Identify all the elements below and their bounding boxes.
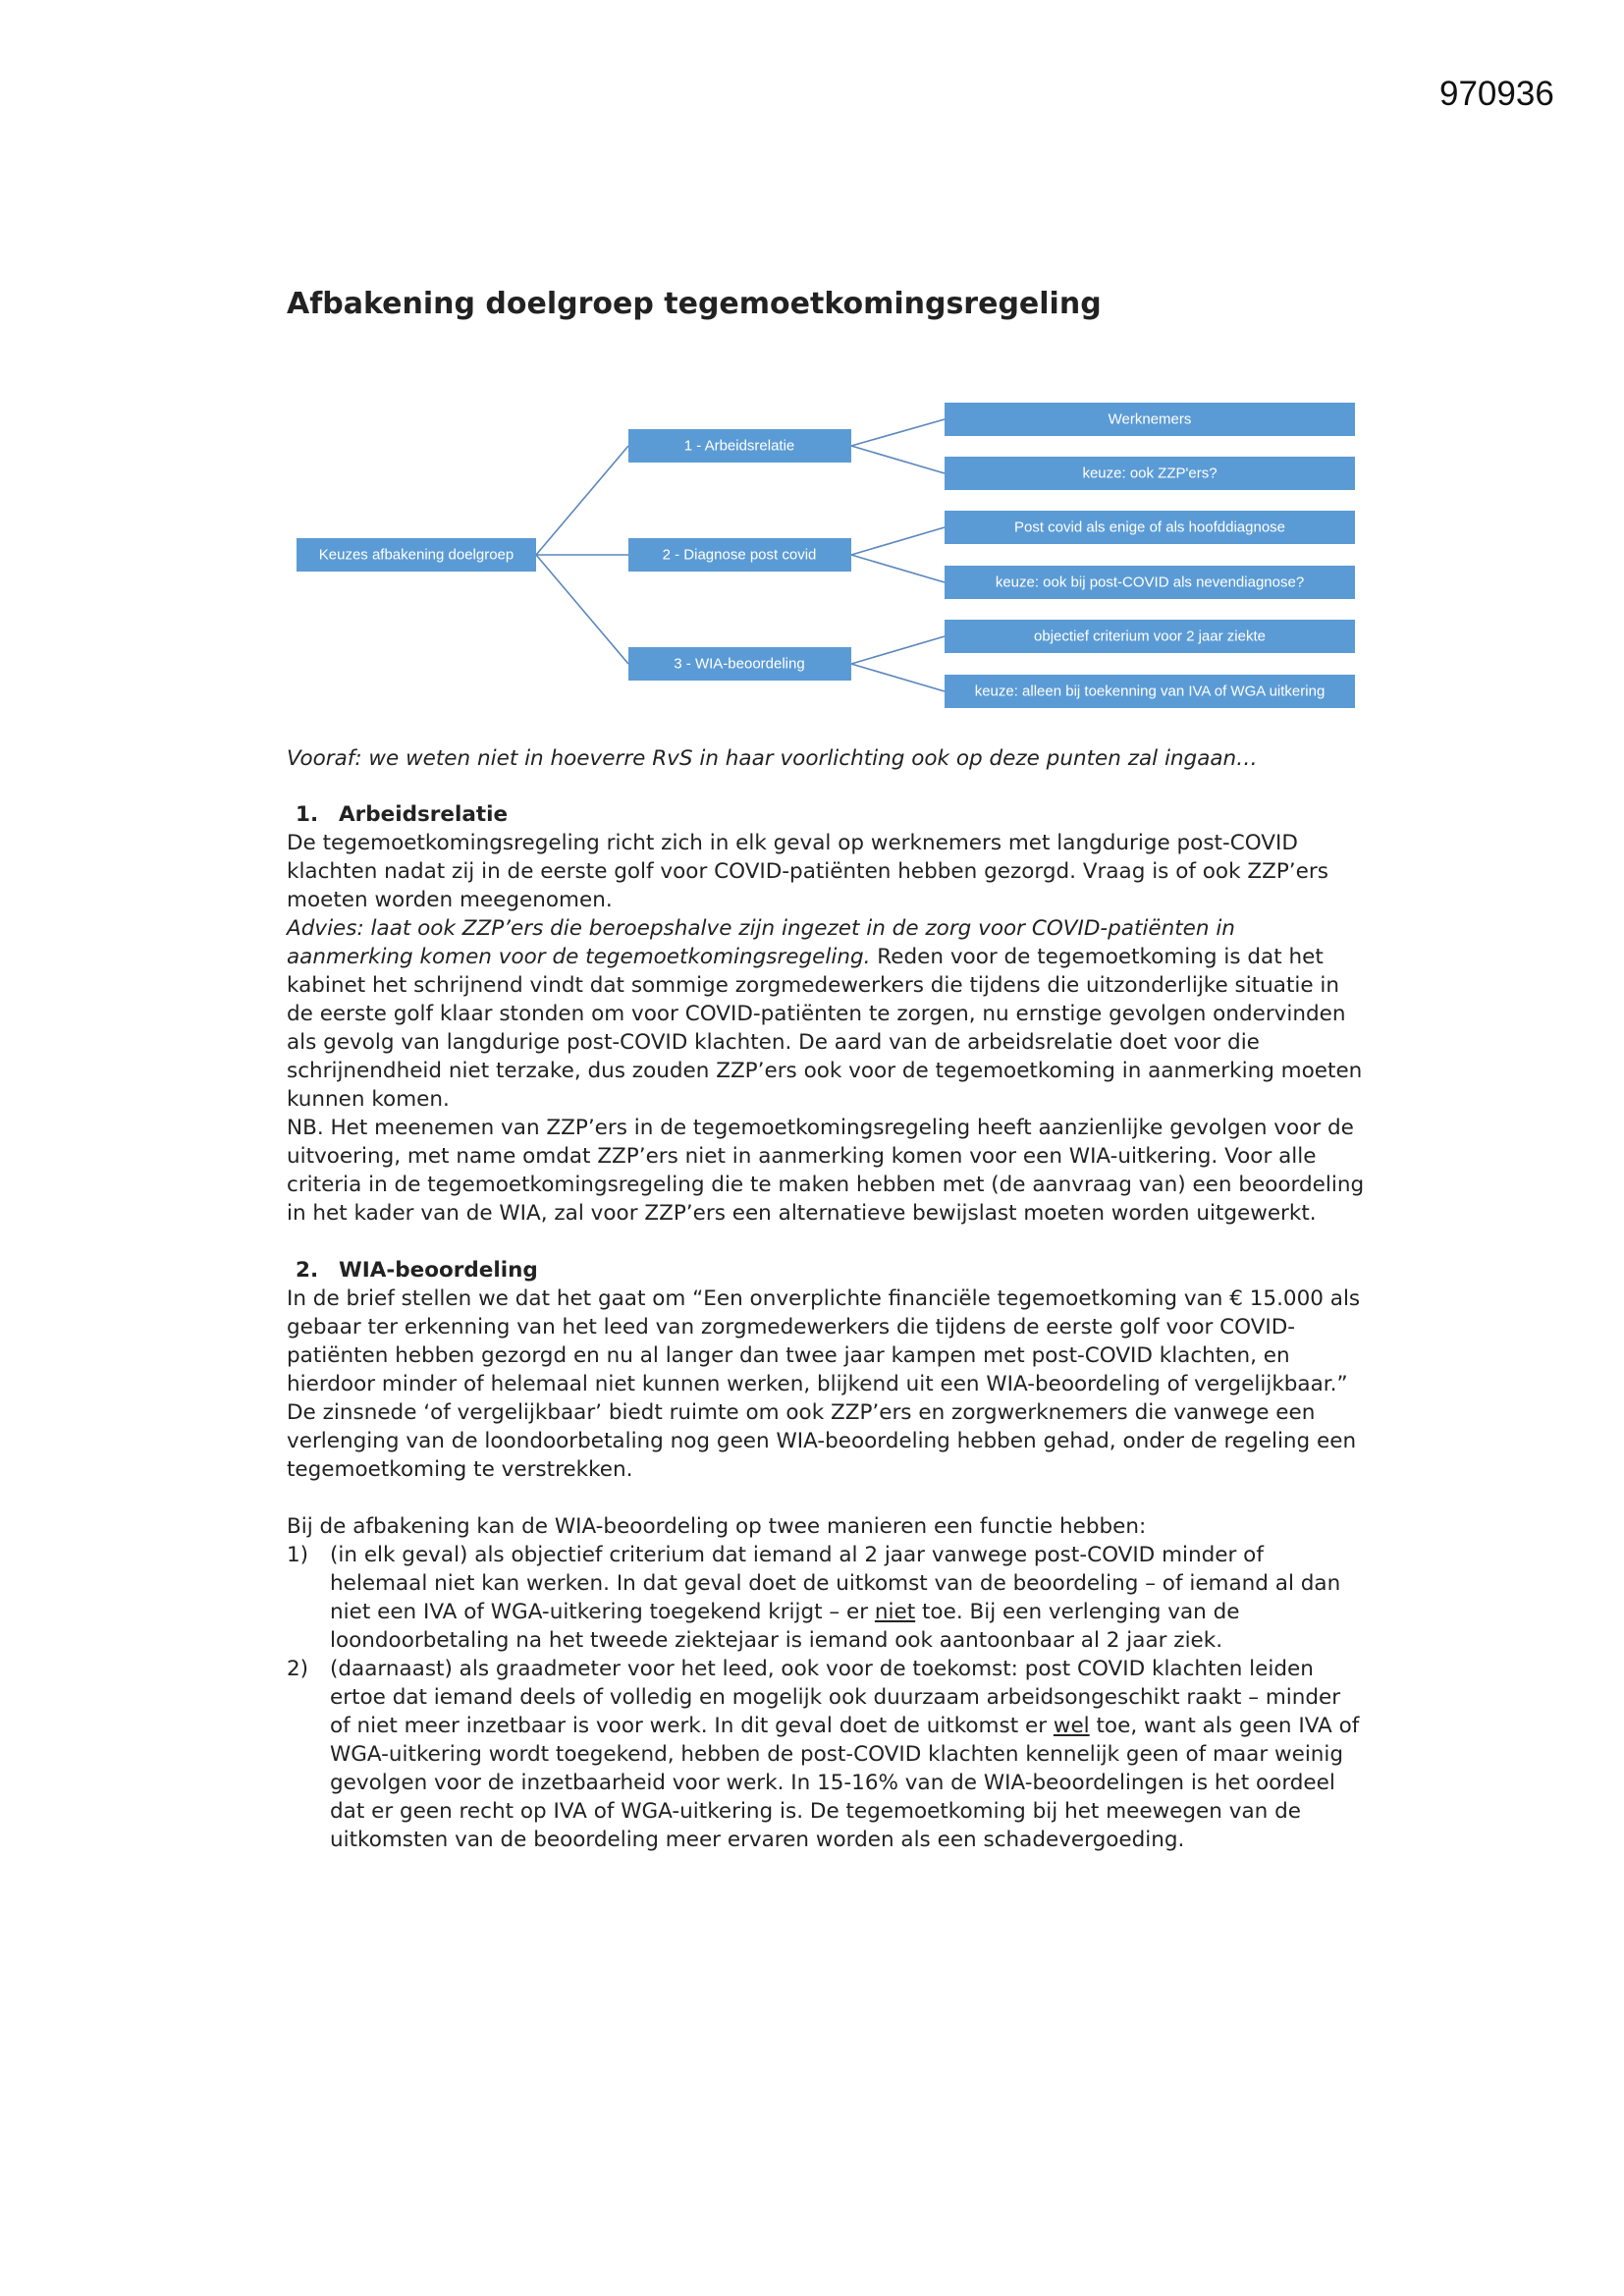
document-number: 970936 [1439, 75, 1554, 113]
edge-branch-3-leaf-2 [851, 664, 945, 691]
intro-note: Vooraf: we weten niet in hoeverre RvS in haar voorlichting ook op deze punten zal ingaan… [287, 746, 1258, 771]
diagram-leaf-2-1 [945, 511, 1355, 544]
item-text-end: toe, want als geen IVA of WGA-uitkering wordt toegekend, hebben de post-COVID klachten kennelijk geen of maar weinig gevolgen voor de inzetbaarheid voor werk. In 15-16% van de WIA-beoordelingen is het oordeel dat er geen recht op IVA of WGA-uitkering is. De tegemoetkoming bij het meewegen van de uitkomsten van de beoordeling meer ervaren worden als een schadevergoeding. [330, 1714, 1360, 1852]
diagram-leaf-label: keuze: ook bij post-COVID als nevendiagnose? [995, 574, 1305, 591]
list-item [287, 1655, 1367, 1854]
diagram-leaf-2-2 [945, 566, 1355, 599]
list-marker: 1) [287, 1543, 309, 1567]
section-2-paragraph-1: In de brief stellen we dat het gaat om “Een onverplichte financiële tegemoetkoming van € 15.000 als gebaar ter erkenning van het leed van zorgmedewerkers die tijdens de eerste golf voor COVID-patiënten hebben gezorgd en nu al langer dan twee jaar kampen met post-COVID klachten, en hierdoor minder of helemaal niet kunnen werken, blijkend uit een WIA-beoordeling of vergelijkbaar.” De zinsnede ‘of vergelijkbaar’ biedt ruimte om ook ZZP’ers en zorgwerknemers die vanwege een verlenging van de loondoorbetaling nog geen WIA-beoordeling hebben gehad, onder de regeling een tegemoetkoming te verstrekken. [287, 1286, 1361, 1482]
diagram-root-node [297, 538, 536, 572]
diagram-leaf-3-2 [945, 675, 1355, 708]
edge-branch-1-leaf-1 [851, 419, 945, 446]
diagram-leaf-label: keuze: alleen bij toekenning van IVA of WGA uitkering [974, 683, 1326, 700]
diagram-leaf-label: Post covid als enige of als hoofddiagnose [1013, 519, 1286, 536]
section-title: Arbeidsrelatie [339, 802, 509, 827]
diagram-branch-label: 2 - Diagnose post covid [662, 546, 817, 564]
list-item [287, 1541, 1367, 1655]
item-text: (in elk geval) als objectief criterium dat iemand al 2 jaar vanwege post-COVID minder of helemaal niet kan werken. In dat geval doet de uitkomst van de beoordeling – of iemand al dan niet een IVA of WGA-uitkering toegekend krijgt – er [330, 1543, 1341, 1624]
diagram-branch-3 [628, 647, 851, 681]
item-underlined: niet [874, 1600, 916, 1624]
edge-branch-3-leaf-1 [851, 636, 945, 664]
edge-root-branch-3 [536, 555, 628, 664]
document-body [287, 744, 1367, 1854]
diagram-leaf-label: keuze: ook ZZP'ers? [1082, 465, 1218, 482]
section-1-advice [287, 914, 1367, 1114]
section-2-paragraph-2: Bij de afbakening kan de WIA-beoordeling op twee manieren een functie hebben: [287, 1514, 1147, 1539]
item-underlined: wel [1053, 1714, 1090, 1738]
section-2-heading [287, 1256, 1367, 1285]
diagram-leaf-1-2 [945, 457, 1355, 490]
item-text: (daarnaast) als graadmeter voor het leed, ook voor de toekomst: post COVID klachten leiden ertoe dat iemand deels of volledig en mogelijk ook duurzaam arbeidsongeschikt raakt – minder of niet meer inzetbaar is voor werk. In dit geval doet de uitkomst er [330, 1657, 1341, 1738]
section-1-heading [287, 800, 1367, 829]
section-1-nb: NB. Het meenemen van ZZP’ers in de tegemoetkomingsregeling heeft aanzienlijke gevolgen voor de uitvoering, met name omdat ZZP’ers niet in aanmerking komen voor een WIA-uitkering. Voor alle criteria in de tegemoetkomingsregeling die te maken hebben met (de aanvraag van) een beoordeling in het kader van de WIA, zal voor ZZP’ers een alternatieve bewijslast moeten worden uitgewerkt. [287, 1116, 1365, 1226]
diagram-branch-label: 3 - WIA-beoordeling [674, 655, 805, 673]
doelgroep-diagram [0, 0, 1624, 746]
diagram-leaf-3-1 [945, 620, 1355, 653]
diagram-leaf-label: objectief criterium voor 2 jaar ziekte [1034, 628, 1266, 645]
section-title: WIA-beoordeling [339, 1258, 538, 1283]
item-text-end: toe. Bij een verlenging van de loondoorbetaling na het tweede ziektejaar is iemand ook aantoonbaar al 2 jaar ziek. [330, 1600, 1240, 1653]
edge-branch-2-leaf-1 [851, 527, 945, 555]
diagram-root-label: Keuzes afbakening doelgroep [318, 546, 514, 564]
diagram-branch-1 [628, 429, 851, 463]
advice-italic: Advies: laat ook ZZP’ers die beroepshalve zijn ingezet in de zorg voor COVID-patiënten in aanmerking komen voor de tegemoetkomingsregeling. [287, 916, 1235, 969]
section-number: 1. [296, 802, 319, 827]
diagram-branch-label: 1 - Arbeidsrelatie [683, 437, 795, 455]
advice-rest: Reden voor de tegemoetkoming is dat het kabinet het schrijnend vindt dat sommige zorgmedewerkers die tijdens die uitzonderlijke situatie in de eerste golf klaar stonden om voor COVID-patiënten te zorgen, nu ernstige gevolgen ondervinden als gevolg van langdurige post-COVID klachten. De aard van de arbeidsrelatie doet voor die schrijnendheid niet terzake, dus zouden ZZP’ers ook voor de tegemoetkoming in aanmerking moeten kunnen komen. [287, 945, 1363, 1112]
page-title: Afbakening doelgroep tegemoetkomingsregeling [287, 287, 1102, 321]
edge-branch-2-leaf-2 [851, 555, 945, 582]
section-number: 2. [296, 1258, 319, 1283]
diagram-leaf-label: Werknemers [1108, 410, 1192, 428]
edge-branch-1-leaf-2 [851, 446, 945, 473]
criteria-list [287, 1541, 1367, 1854]
diagram-leaf-1-1 [945, 403, 1355, 436]
diagram-branch-2 [628, 538, 851, 572]
section-1-paragraph-1: De tegemoetkomingsregeling richt zich in elk geval op werknemers met langdurige post-COVID klachten nadat zij in de eerste golf voor COVID-patiënten hebben gezorgd. Vraag is of ook ZZP’ers moeten worden meegenomen. [287, 831, 1328, 912]
edge-root-branch-1 [536, 446, 628, 555]
list-marker: 2) [287, 1657, 309, 1681]
